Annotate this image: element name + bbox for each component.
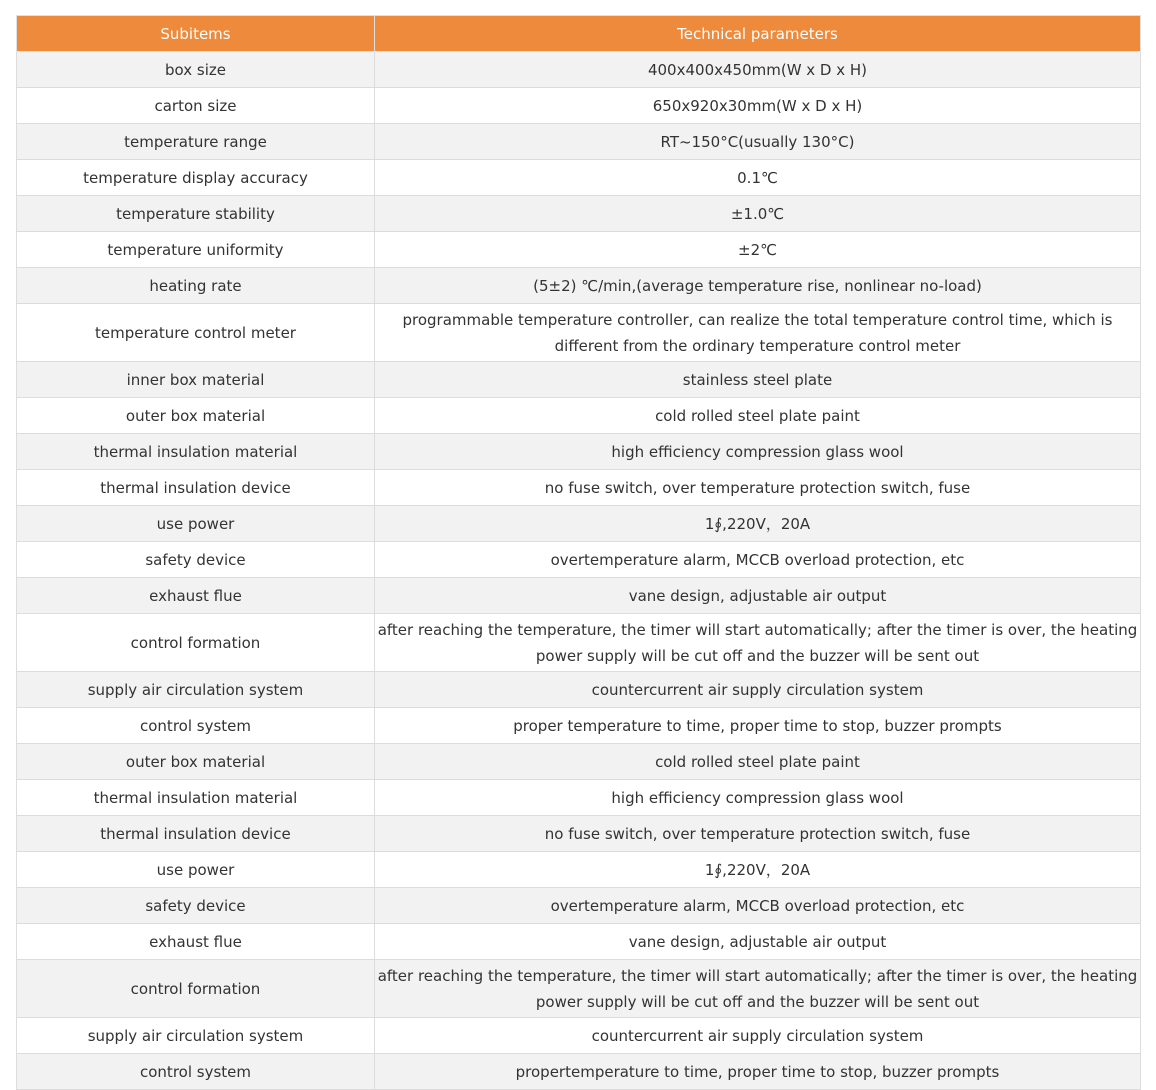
table-row bbox=[17, 614, 1141, 672]
parameter-cell: programmable temperature controller, can realize the total temperature control time, which is different from the ordinary temperature control meter bbox=[375, 304, 1141, 362]
subitem-cell: thermal insulation device bbox=[17, 470, 375, 506]
subitem-cell: supply air circulation system bbox=[17, 672, 375, 708]
table-row bbox=[17, 672, 1141, 708]
parameter-cell: RT~150°C(usually 130°C) bbox=[375, 124, 1141, 160]
table-body bbox=[17, 52, 1141, 1090]
table-row bbox=[17, 888, 1141, 924]
table-row bbox=[17, 1054, 1141, 1090]
parameter-cell: cold rolled steel plate paint bbox=[375, 744, 1141, 780]
table-row bbox=[17, 852, 1141, 888]
table-row bbox=[17, 816, 1141, 852]
table-row bbox=[17, 708, 1141, 744]
parameter-cell: 650x920x30mm(W x D x H) bbox=[375, 88, 1141, 124]
parameter-cell: overtemperature alarm, MCCB overload protection, etc bbox=[375, 888, 1141, 924]
header-technical-parameters: Technical parameters bbox=[375, 16, 1141, 52]
parameter-cell: countercurrent air supply circulation system bbox=[375, 1018, 1141, 1054]
subitem-cell: control system bbox=[17, 708, 375, 744]
subitem-cell: safety device bbox=[17, 888, 375, 924]
subitem-cell: outer box material bbox=[17, 744, 375, 780]
subitem-cell: control system bbox=[17, 1054, 375, 1090]
subitem-cell: thermal insulation material bbox=[17, 434, 375, 470]
parameter-cell: cold rolled steel plate paint bbox=[375, 398, 1141, 434]
table-row bbox=[17, 470, 1141, 506]
table-row bbox=[17, 304, 1141, 362]
subitem-cell: safety device bbox=[17, 542, 375, 578]
subitem-cell: temperature range bbox=[17, 124, 375, 160]
parameter-cell: high efficiency compression glass wool bbox=[375, 434, 1141, 470]
parameter-cell: high efficiency compression glass wool bbox=[375, 780, 1141, 816]
subitem-cell: outer box material bbox=[17, 398, 375, 434]
subitem-cell: control formation bbox=[17, 614, 375, 672]
spec-table-container bbox=[16, 15, 1140, 1090]
table-row bbox=[17, 542, 1141, 578]
table-row bbox=[17, 960, 1141, 1018]
parameter-cell: after reaching the temperature, the timer will start automatically; after the timer is over, the heating power supply will be cut off and the buzzer will be sent out bbox=[375, 614, 1141, 672]
table-row bbox=[17, 362, 1141, 398]
subitem-cell: use power bbox=[17, 852, 375, 888]
parameter-cell: overtemperature alarm, MCCB overload protection, etc bbox=[375, 542, 1141, 578]
table-row bbox=[17, 924, 1141, 960]
subitem-cell: thermal insulation device bbox=[17, 816, 375, 852]
subitem-cell: inner box material bbox=[17, 362, 375, 398]
subitem-cell: temperature uniformity bbox=[17, 232, 375, 268]
table-row bbox=[17, 160, 1141, 196]
table-row bbox=[17, 268, 1141, 304]
table-row bbox=[17, 196, 1141, 232]
subitem-cell: temperature display accuracy bbox=[17, 160, 375, 196]
table-row bbox=[17, 52, 1141, 88]
table-row bbox=[17, 124, 1141, 160]
header-subitems: Subitems bbox=[17, 16, 375, 52]
parameter-cell: ±2℃ bbox=[375, 232, 1141, 268]
technical-spec-table bbox=[16, 15, 1141, 1090]
parameter-cell: stainless steel plate bbox=[375, 362, 1141, 398]
parameter-cell: 0.1℃ bbox=[375, 160, 1141, 196]
subitem-cell: heating rate bbox=[17, 268, 375, 304]
table-row bbox=[17, 88, 1141, 124]
subitem-cell: thermal insulation material bbox=[17, 780, 375, 816]
parameter-cell: vane design, adjustable air output bbox=[375, 924, 1141, 960]
subitem-cell: temperature control meter bbox=[17, 304, 375, 362]
table-row bbox=[17, 1018, 1141, 1054]
parameter-cell: no fuse switch, over temperature protection switch, fuse bbox=[375, 816, 1141, 852]
table-row bbox=[17, 506, 1141, 542]
parameter-cell: countercurrent air supply circulation system bbox=[375, 672, 1141, 708]
parameter-cell: vane design, adjustable air output bbox=[375, 578, 1141, 614]
parameter-cell: (5±2) ℃/min,(average temperature rise, nonlinear no-load) bbox=[375, 268, 1141, 304]
subitem-cell: box size bbox=[17, 52, 375, 88]
table-row bbox=[17, 780, 1141, 816]
parameter-cell: 1∮,220V，20A bbox=[375, 852, 1141, 888]
subitem-cell: exhaust flue bbox=[17, 578, 375, 614]
subitem-cell: temperature stability bbox=[17, 196, 375, 232]
table-row bbox=[17, 398, 1141, 434]
parameter-cell: propertemperature to time, proper time to stop, buzzer prompts bbox=[375, 1054, 1141, 1090]
subitem-cell: carton size bbox=[17, 88, 375, 124]
parameter-cell: ±1.0℃ bbox=[375, 196, 1141, 232]
table-header-row bbox=[17, 16, 1141, 52]
parameter-cell: after reaching the temperature, the timer will start automatically; after the timer is over, the heating power supply will be cut off and the buzzer will be sent out bbox=[375, 960, 1141, 1018]
subitem-cell: use power bbox=[17, 506, 375, 542]
subitem-cell: exhaust flue bbox=[17, 924, 375, 960]
parameter-cell: 1∮,220V，20A bbox=[375, 506, 1141, 542]
table-row bbox=[17, 578, 1141, 614]
subitem-cell: control formation bbox=[17, 960, 375, 1018]
parameter-cell: no fuse switch, over temperature protection switch, fuse bbox=[375, 470, 1141, 506]
table-row bbox=[17, 232, 1141, 268]
parameter-cell: proper temperature to time, proper time to stop, buzzer prompts bbox=[375, 708, 1141, 744]
table-row bbox=[17, 744, 1141, 780]
parameter-cell: 400x400x450mm(W x D x H) bbox=[375, 52, 1141, 88]
table-row bbox=[17, 434, 1141, 470]
subitem-cell: supply air circulation system bbox=[17, 1018, 375, 1054]
